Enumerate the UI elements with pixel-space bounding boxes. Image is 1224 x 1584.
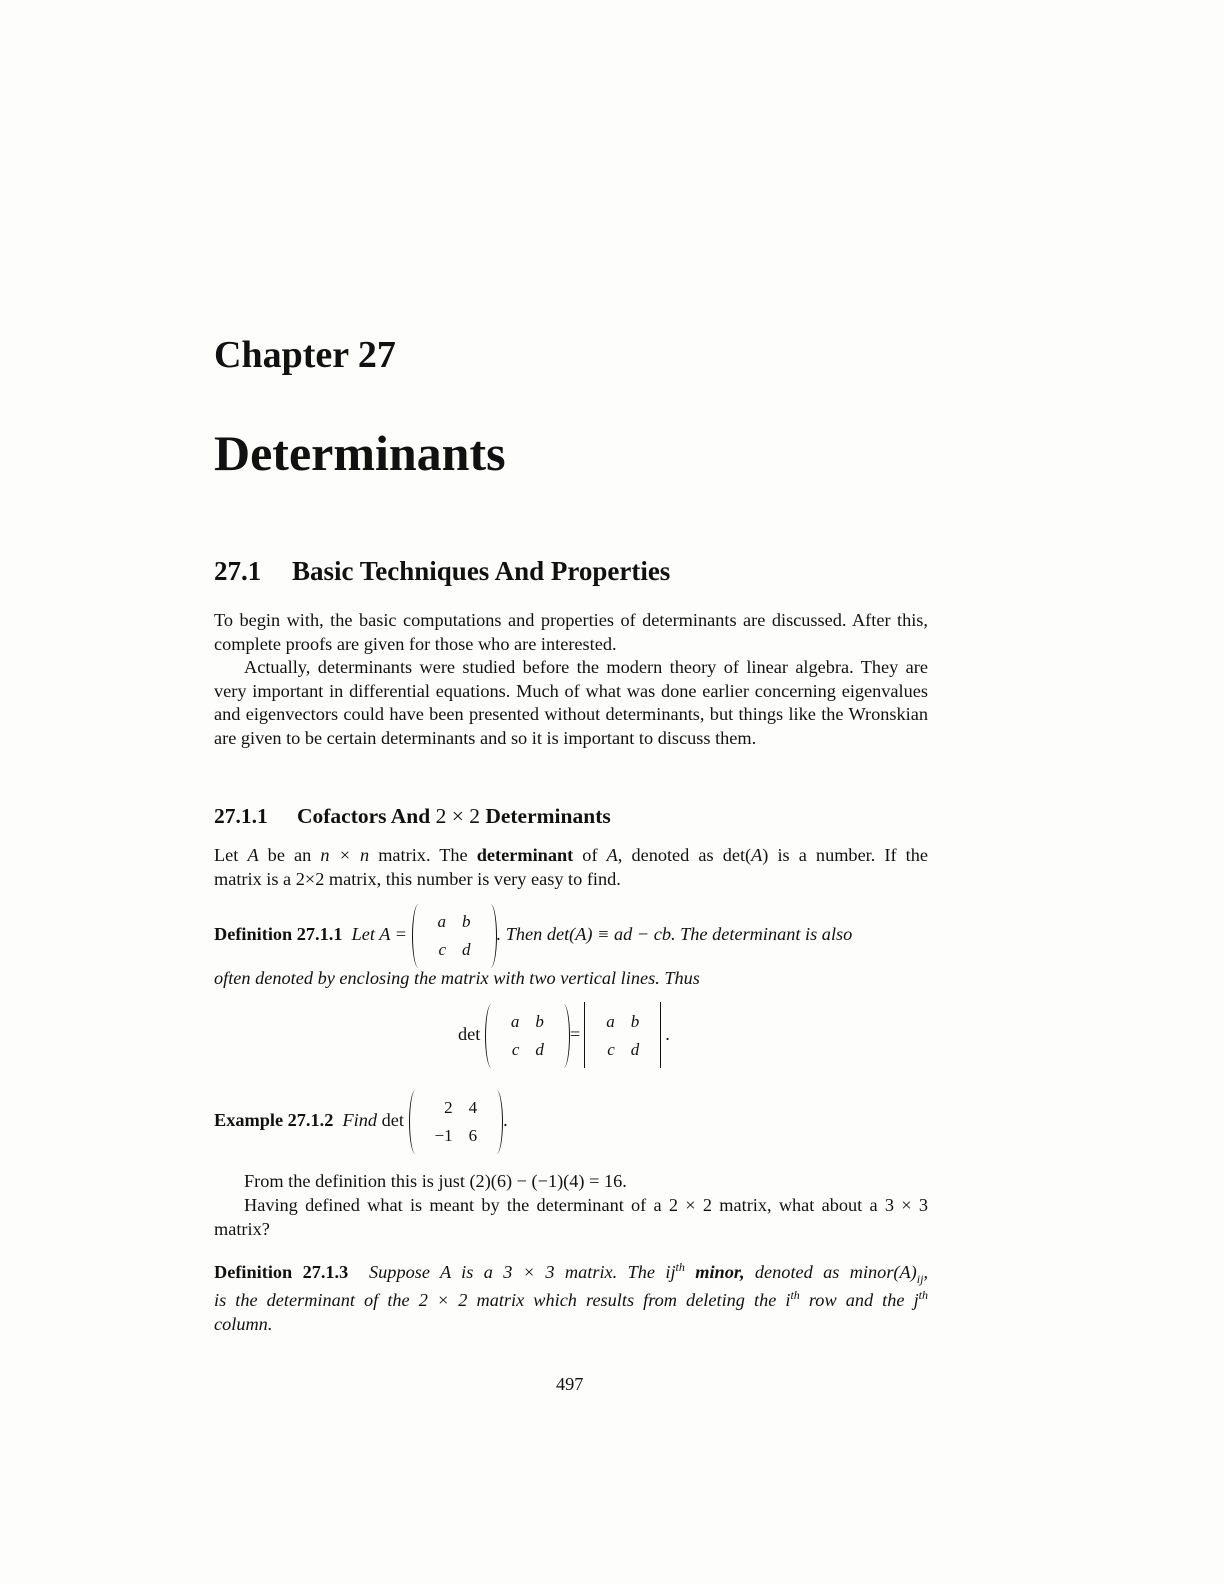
- term-minor: minor,: [695, 1262, 745, 1282]
- definition-2-line-1: [214, 1260, 929, 1286]
- matrix-cell: 6: [468, 1126, 478, 1145]
- text: is the determinant of the 2 × 2 matrix which results from deleting the i: [214, 1290, 791, 1310]
- superscript: th: [790, 1288, 800, 1302]
- subsection-paragraph: [214, 844, 928, 891]
- period: .: [503, 1110, 508, 1131]
- matrix-example: [409, 1094, 504, 1150]
- det-operator: det: [458, 1024, 481, 1045]
- left-paren: [412, 904, 425, 968]
- matrix-cell: a: [437, 912, 447, 931]
- math-var: A: [751, 845, 763, 865]
- text: ,: [923, 1262, 929, 1282]
- equals-sign: =: [569, 1024, 581, 1045]
- text: Suppose A is a 3 × 3 matrix. The ij: [369, 1262, 676, 1282]
- definition-2-line-3: column.: [214, 1314, 273, 1334]
- example-1-find: Find: [342, 1110, 378, 1131]
- definition-2-label: Definition 27.1.3: [214, 1262, 349, 1282]
- text: of: [573, 845, 607, 865]
- chapter-title: Determinants: [214, 425, 506, 481]
- matrix-cell: b: [630, 1012, 640, 1031]
- right-bar: [658, 1002, 661, 1068]
- text: row and the j: [799, 1290, 919, 1310]
- matrix-display-bars: [580, 1008, 665, 1064]
- matrix-cell: 2: [444, 1098, 453, 1117]
- matrix-cell: −1: [434, 1126, 453, 1145]
- subsection-title-post: Determinants: [479, 804, 611, 828]
- left-paren: [485, 1004, 498, 1068]
- display-equation: [458, 1008, 670, 1064]
- subsection-title-math: 2 × 2: [435, 804, 480, 828]
- math-expr: n × n: [320, 845, 370, 865]
- section-heading: [214, 556, 670, 587]
- left-paren: [409, 1090, 422, 1154]
- right-paren: [557, 1004, 570, 1068]
- matrix-cell: a: [510, 1012, 520, 1031]
- definition-2-line-2: [214, 1290, 928, 1311]
- definition-1-line-1: [214, 908, 852, 964]
- matrix-abcd: [412, 908, 497, 964]
- matrix-cell: d: [462, 940, 471, 959]
- transition-line-1: Having defined what is meant by the determinant of a 2 × 2 matrix, what about a 3 × 3: [244, 1195, 928, 1215]
- transition-line-2: matrix?: [214, 1219, 270, 1239]
- text: ) is a number. If the: [762, 845, 928, 865]
- superscript: th: [675, 1260, 685, 1274]
- matrix-display-parens: [485, 1008, 570, 1064]
- section-number: 27.1: [214, 556, 262, 586]
- matrix-cell: a: [606, 1012, 615, 1031]
- paragraph-2: [214, 656, 928, 750]
- subscript: ij: [916, 1272, 924, 1286]
- subsection-heading: [214, 804, 611, 829]
- text: denoted as minor(A): [744, 1262, 917, 1282]
- math-var: A: [606, 845, 618, 865]
- subsection-title-pre: Cofactors And: [297, 804, 436, 828]
- matrix-cell: c: [438, 940, 447, 959]
- right-paren: [490, 1090, 503, 1154]
- matrix-cell: d: [630, 1040, 640, 1059]
- text: , denoted as det(: [617, 845, 752, 865]
- definition-1-after: . Then det(A) ≡ ad − cb. The determinant is also: [496, 924, 853, 945]
- definition-1-let: Let A =: [351, 924, 407, 945]
- text: be an: [258, 845, 321, 865]
- left-bar: [584, 1002, 587, 1068]
- subsection-number: 27.1.1: [214, 804, 268, 828]
- subsection-line-2: matrix is a 2×2 matrix, this number is very easy to find.: [214, 868, 621, 889]
- matrix-cell: c: [607, 1040, 615, 1059]
- example-1: [214, 1094, 508, 1150]
- right-paren: [484, 904, 497, 968]
- paragraph-1: To begin with, the basic computations and properties of determinants are discussed. After this, complete proofs are given for those who are interested.: [214, 610, 928, 654]
- matrix-cell: 4: [468, 1098, 478, 1117]
- paragraph-2-text: Actually, determinants were studied before the modern theory of linear algebra. They are very important in differential equations. Much of what was done earlier concerning eigenvalues and eigenvectors could have been presented without determinants, but things like the Wronskian are given to be certain determinants and so it is important to discuss them.: [214, 657, 928, 748]
- text: Let: [214, 845, 248, 865]
- definition-1-line-2: often denoted by enclosing the matrix with two vertical lines. Thus: [214, 968, 700, 988]
- period: .: [665, 1024, 670, 1045]
- page-number: 497: [556, 1374, 584, 1394]
- text: matrix. The: [369, 845, 477, 865]
- matrix-cell: b: [462, 912, 471, 931]
- matrix-cell: d: [535, 1040, 544, 1059]
- term-determinant: determinant: [476, 845, 574, 865]
- det-operator: det: [381, 1110, 404, 1131]
- example-1-label: Example 27.1.2: [214, 1110, 334, 1131]
- subsection-line-1: [214, 844, 928, 868]
- matrix-cell: b: [535, 1012, 544, 1031]
- definition-1-label: Definition 27.1.1: [214, 924, 343, 945]
- section-intro: [214, 609, 928, 751]
- math-var: A: [247, 845, 259, 865]
- superscript: th: [918, 1288, 928, 1302]
- section-title: Basic Techniques And Properties: [292, 556, 671, 586]
- chapter-label: Chapter 27: [214, 334, 396, 376]
- matrix-cell: c: [511, 1040, 520, 1059]
- example-solution: From the definition this is just (2)(6) − (−1)(4) = 16.: [244, 1171, 627, 1191]
